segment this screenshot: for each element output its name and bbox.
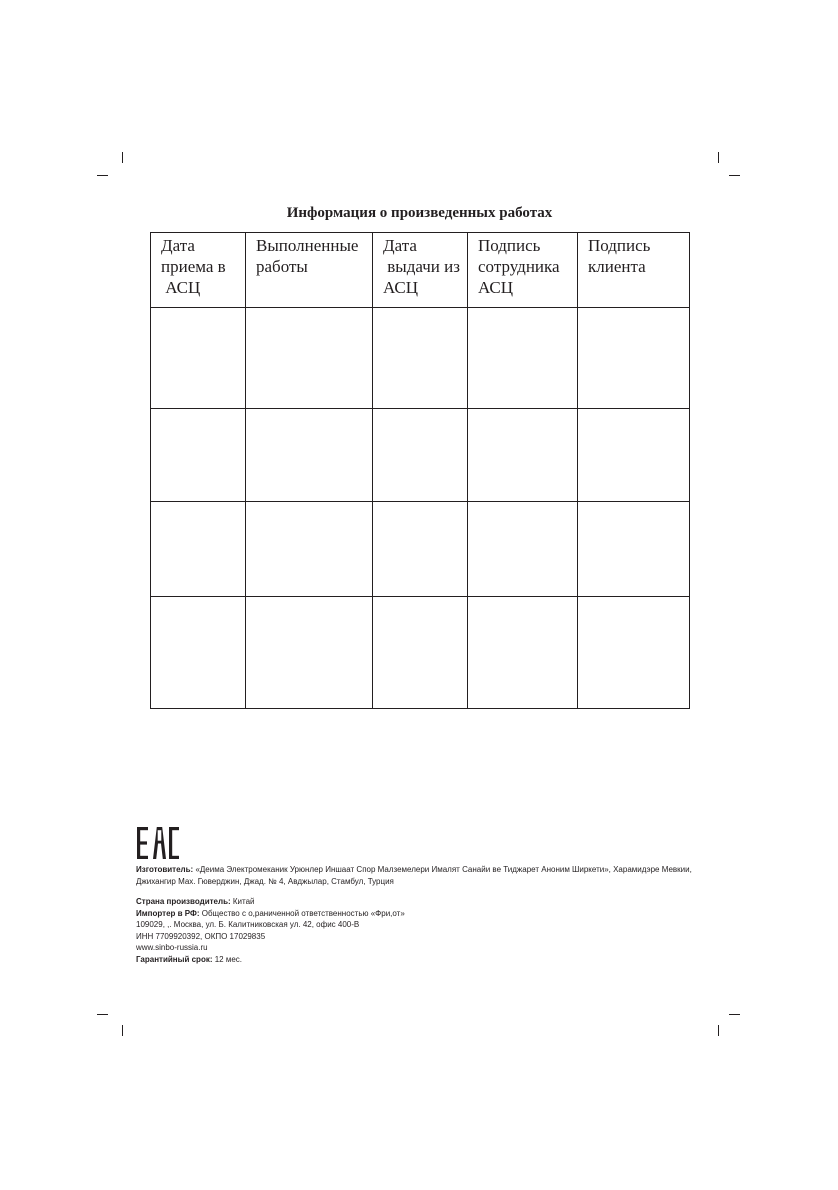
address-line: 109029, ,. Москва, ул. Б. Калитниковская ул. 42, офис 400-В bbox=[136, 920, 360, 929]
table-cell bbox=[151, 597, 246, 709]
table-cell bbox=[373, 597, 468, 709]
warranty-line: Гарантийный срок: 12 мес. bbox=[136, 954, 243, 964]
table-cell bbox=[246, 409, 373, 502]
table-cell bbox=[246, 502, 373, 597]
country-line: Страна производитель: Китай bbox=[136, 897, 255, 906]
crop-mark bbox=[718, 152, 719, 163]
eac-mark-icon bbox=[136, 826, 180, 860]
table-cell bbox=[373, 502, 468, 597]
crop-mark bbox=[122, 152, 123, 163]
header-cell: Дата приема в АСЦ bbox=[151, 233, 246, 308]
header-cell: Подпись клиента bbox=[578, 233, 690, 308]
website-line: www.sinbo-russia.ru bbox=[136, 943, 208, 952]
footer-info bbox=[136, 826, 696, 965]
table-row bbox=[151, 597, 690, 709]
table-row bbox=[151, 409, 690, 502]
table-cell bbox=[578, 502, 690, 597]
table-cell bbox=[578, 409, 690, 502]
inn-line: ИНН 7709920392, ОКПО 17029835 bbox=[136, 931, 266, 941]
table-cell bbox=[373, 409, 468, 502]
header-cell: Выполненные работы bbox=[246, 233, 373, 308]
manufacturer-line: Изготовитель: «Деима Электромеканик Урюнлер Иншаат Спор Малземелери Ималят Санайи ве Тиджарет Аноним Ширкети», Харамидэре Мевкии, Джихангир Мах. Гюверджин, Джад. № 4, Авджылар, Стамбул, Турция bbox=[136, 865, 692, 886]
table-cell bbox=[151, 308, 246, 409]
crop-mark bbox=[729, 1014, 740, 1015]
table-cell bbox=[468, 308, 578, 409]
page-title: Информация о произведенных работах bbox=[286, 205, 553, 221]
table-row bbox=[151, 502, 690, 597]
table-row bbox=[151, 308, 690, 409]
importer-line: Импортер в РФ: Общество с о,раниченной ответственностью «Фри,от» bbox=[136, 908, 405, 918]
table-cell bbox=[373, 308, 468, 409]
crop-mark bbox=[122, 1025, 123, 1036]
header-cell: Подпись сотрудника АСЦ bbox=[468, 233, 578, 308]
crop-mark bbox=[97, 1014, 108, 1015]
table-cell bbox=[468, 597, 578, 709]
table-cell bbox=[468, 502, 578, 597]
table-cell bbox=[578, 597, 690, 709]
table-cell bbox=[246, 597, 373, 709]
table-cell bbox=[151, 502, 246, 597]
works-table bbox=[150, 232, 690, 709]
header-cell: Дата выдачи из АСЦ bbox=[373, 233, 468, 308]
crop-mark bbox=[718, 1025, 719, 1036]
crop-mark bbox=[97, 175, 108, 176]
table-cell bbox=[246, 308, 373, 409]
table-cell bbox=[151, 409, 246, 502]
table-cell bbox=[468, 409, 578, 502]
crop-mark bbox=[729, 175, 740, 176]
table-header-row bbox=[151, 233, 690, 308]
table-cell bbox=[578, 308, 690, 409]
